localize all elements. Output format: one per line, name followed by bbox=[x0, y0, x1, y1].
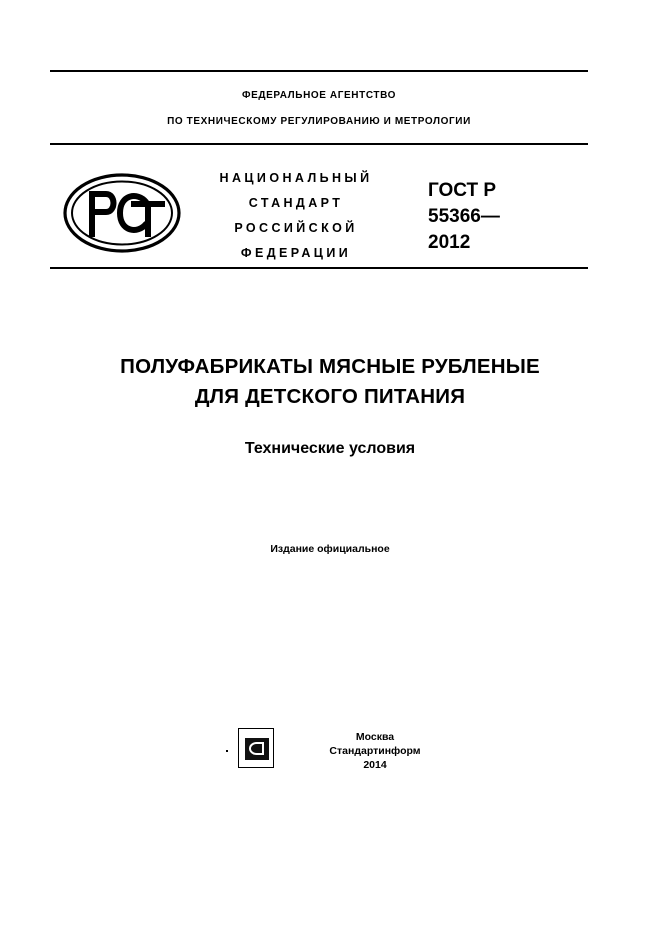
standard-type-words bbox=[196, 166, 396, 266]
header-top-rule bbox=[50, 70, 588, 72]
standard-type-word-4: ФЕДЕРАЦИИ bbox=[240, 246, 352, 260]
standard-designation bbox=[428, 178, 598, 256]
standard-designation-line-3: 2012 bbox=[428, 232, 471, 253]
document-subtitle: Технические условия bbox=[244, 440, 416, 457]
standard-type-word-2: СТАНДАРТ bbox=[248, 196, 344, 210]
document-title-line-1: ПОЛУФАБРИКАТЫ МЯСНЫЕ РУБЛЕНЫЕ bbox=[120, 355, 540, 378]
standard-designation-line-2: 55366— bbox=[428, 206, 500, 227]
standard-designation-line-1: ГОСТ Р bbox=[428, 180, 497, 201]
publisher-name: Стандартинформ bbox=[329, 745, 421, 757]
header-bottom-rule bbox=[50, 267, 588, 269]
agency-line-2: ПО ТЕХНИЧЕСКОМУ РЕГУЛИРОВАНИЮ И МЕТРОЛОГИИ bbox=[167, 116, 471, 127]
standartinform-logo-glyph bbox=[245, 738, 269, 760]
standartinform-logo-icon bbox=[238, 728, 274, 768]
publisher-year: 2014 bbox=[363, 759, 387, 771]
document-title-line-2: ДЛЯ ДЕТСКОГО ПИТАНИЯ bbox=[194, 385, 466, 408]
document-title bbox=[60, 352, 600, 412]
agency-line-1: ФЕДЕРАЛЬНОЕ АГЕНТСТВО bbox=[241, 90, 397, 101]
header-middle-rule bbox=[50, 143, 588, 145]
standard-type-word-3: РОССИЙСКОЙ bbox=[234, 221, 358, 235]
publisher-city: Москва bbox=[355, 731, 395, 743]
publisher-block bbox=[300, 730, 450, 772]
publisher-dot-mark bbox=[226, 750, 228, 752]
gost-r-emblem-icon bbox=[62, 172, 182, 254]
official-edition-note: Издание официальное bbox=[270, 543, 390, 555]
standard-type-word-1: НАЦИОНАЛЬНЫЙ bbox=[219, 171, 373, 185]
